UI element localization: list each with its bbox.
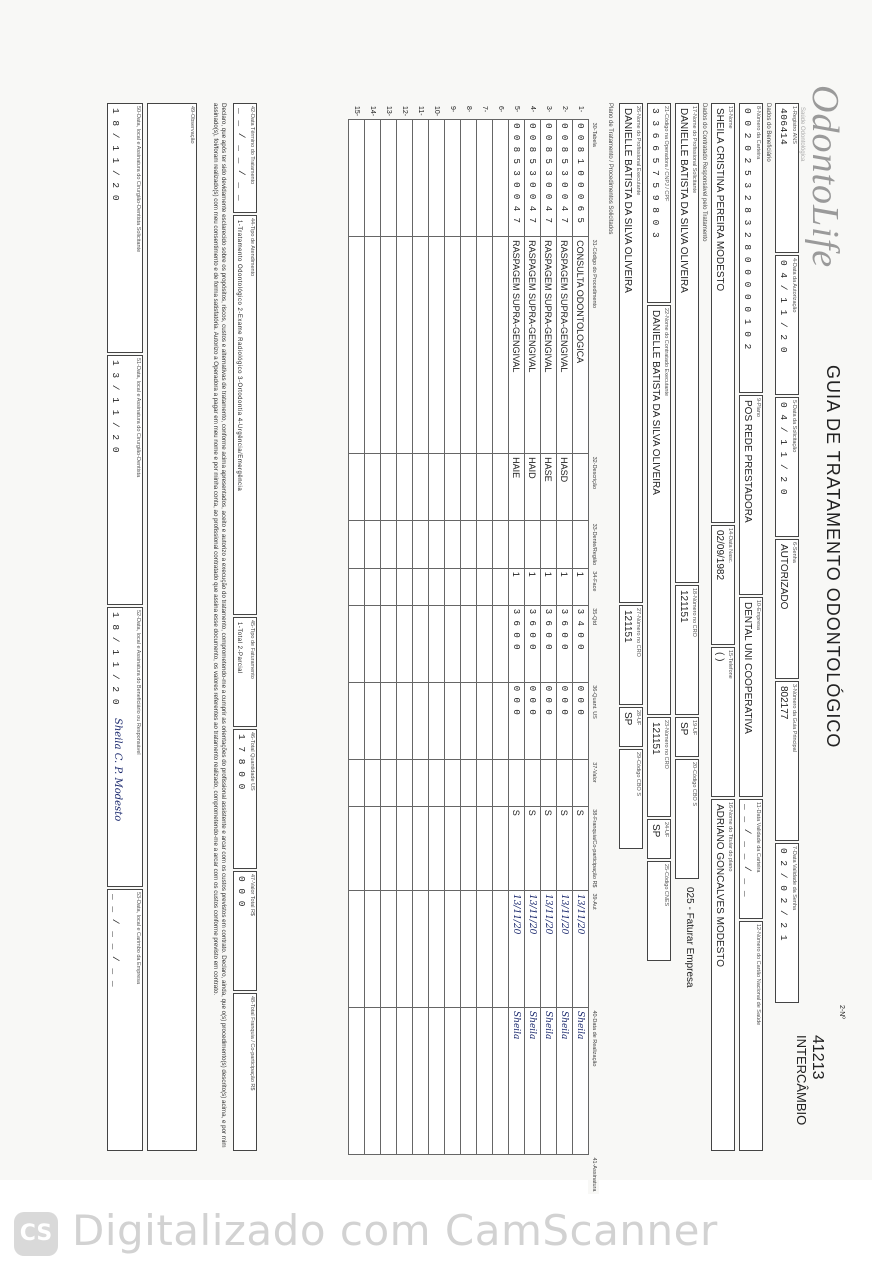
cell-date: 13/11/20 [573,890,589,1007]
cell-date [477,890,493,1007]
cell-us [397,605,413,682]
cell-desc: RASPAGEM SUPRA-GENGIVAL [541,237,557,454]
table-row [381,103,397,1194]
procedures-table [348,103,599,1194]
cell-region: HASD [557,454,573,521]
row-number: 7- [481,106,488,113]
cell-face [509,521,525,569]
cell-region [349,454,365,521]
column-header: 32-Descrição [589,454,600,521]
cell-aut [365,806,381,890]
cell-val: 0 0 0 [541,682,557,759]
cell-face [477,521,493,569]
cell-date [349,890,365,1007]
cell-face [541,521,557,569]
password-validity-field: 7-Data Validade da Senha 0 2 / 0 2 / 2 1 [775,843,799,1003]
contracted-section-label: Dados do Contratado Responsável pelo Tratamento [701,103,707,242]
cell-qty: 1 [541,568,557,605]
cell-aut: S [541,806,557,890]
row-number: 4- [529,106,536,113]
cell-fr [413,759,429,806]
cell-val [349,682,365,759]
odontolife-logo: OdontoLife [804,85,846,269]
row-number: 13- [385,106,392,117]
cell-aut [493,806,509,890]
cell-date: 13/11/20 [557,890,573,1007]
requesting-dentist-signature: 50-Data, local e Assinatura do Cirurgião-Dentista Solicitante 1 8 / 1 1 / 2 0 [107,103,143,353]
table-row [461,103,477,1194]
cell-region [413,454,429,521]
column-header: 40-Data de Realização [589,1007,600,1154]
cell-date [413,890,429,1007]
cell-sig: Sheila [557,1007,573,1154]
cell-desc [493,237,509,454]
main-guide-field: 3-Número da Guia Principal 802177 [775,681,799,841]
cell-date [381,890,397,1007]
table-row [493,103,509,1194]
cell-desc: RASPAGEM SUPRA-GENGIVAL [509,237,525,454]
procedures-header-row [589,103,600,1194]
row-number: 11- [417,106,424,116]
cell-qty [349,568,365,605]
operator-code-field: 21-Código na Operadora / CNPJ / CPF 3 3 6 6 5 7 5 9 8 0 3 [647,103,671,303]
cell-region: HAIE [509,454,525,521]
cell-face [445,521,461,569]
cell-region [477,454,493,521]
cell-qty [493,568,509,605]
cell-us: 3 6 0 0 [557,605,573,682]
cell-region [397,454,413,521]
cell-sig [493,1007,509,1154]
auth-date-field: 4-Data da Autorização 0 4 / 1 1 / 2 0 [775,255,799,395]
table-row [573,103,589,1194]
cell-fr [525,759,541,806]
cell-sig [477,1007,493,1154]
row-number: 12- [401,106,408,117]
holder-name-field: 16-Nome do Titular do plano ADRIANO GONCALVES MODESTO [711,799,735,1151]
row-number: 14- [369,106,376,117]
cell-val [429,682,445,759]
cell-val [365,682,381,759]
cell-us [381,605,397,682]
cell-us [445,605,461,682]
cell-code [413,120,429,237]
column-header: 36-Quant. US [589,682,600,759]
birth-date-field: 14-Data Nasc. 02/09/1982 [711,525,735,645]
dental-treatment-form [85,75,855,1192]
cell-face [413,521,429,569]
table-row [349,103,365,1194]
cell-val [381,682,397,759]
cell-code [397,120,413,237]
cell-sig [397,1007,413,1154]
cell-desc [365,237,381,454]
cell-us [429,605,445,682]
cell-region [573,454,589,521]
cell-sig [429,1007,445,1154]
column-header: 31-Código do Procedimento [589,237,600,454]
cell-region [493,454,509,521]
executing-professional-field: 26-Nome do Profissional Executante DANIELLE BATISTA DA SILVA OLIVEIRA [619,103,643,603]
cell-fr [477,759,493,806]
declaration-text: Declaro, que após ter sido devidamente esclarecido sobre os propósitos, riscos, custos e alternativas de tratamento, conforme acima apresentados, aceito e autorizo a execução do tratamento, comprometendo-me a cumprir as orientações do profissional assistente e arcar com os custos previstos em contrato. Declaro, ainda, que o(s) procedimento(s) descrito(s) acima, e por mim assinado(s), foi/foram realizado(s) com meu consentimento e de forma satisfatória. Autorizo a Operadora a pagar em meu nome e por minha conta, ao profissional contratado que assina esse documento, os valores referentes ao tratamento realizado, comprometendo-me a arcar com os custos conforme previsto em contrato. [212,103,227,1148]
cell-aut [429,806,445,890]
beneficiary-section-label: Dados do Beneficiário [765,103,771,162]
cell-us [413,605,429,682]
cell-desc [429,237,445,454]
row-number: 1- [577,106,584,113]
cell-aut [477,806,493,890]
cell-face [381,521,397,569]
cell-desc: CONSULTA ODONTOLOGICA [573,237,589,454]
cns-field: 12-Número do Cartão Nacional de Saúde [739,921,763,1151]
cell-val: 0 0 0 [573,682,589,759]
cell-desc [381,237,397,454]
cell-sig [461,1007,477,1154]
cell-aut: S [509,806,525,890]
column-header: 41-Assinatura [589,1154,600,1194]
cro2-field: 23-Número no CRO 121151 [647,717,671,817]
column-header-blank [589,103,600,120]
table-row [525,103,541,1194]
cell-fr [381,759,397,806]
term-date-field: 42-Data Término do Tratamento _ _ / _ _ / _ _ [233,103,257,213]
column-header: 39-Aut [589,890,600,1007]
beneficiary-signature: 52-Data, local e Assinatura do Beneficiário ou Responsável 1 8 / 1 1 / 2 0 Sheila C. P. Modesto [107,607,143,887]
ans-field: 1-Registro ANS 406414 [775,103,799,253]
cell-date: 13/11/20 [525,890,541,1007]
cell-desc [413,237,429,454]
cell-date [461,890,477,1007]
table-row [413,103,429,1194]
cell-fr [429,759,445,806]
card-number-field: 8-Número da Carteira 0 0 2 0 2 5 3 2 8 3 2 8 0 0 0 0 0 1 0 2 [739,103,763,393]
cell-date [397,890,413,1007]
total-copay-field: 48-Total Franquia / Co-participação R$ [233,993,257,1151]
cell-val: 0 0 0 [557,682,573,759]
cell-face [429,521,445,569]
cell-us [349,605,365,682]
cell-desc [349,237,365,454]
cell-qty [365,568,381,605]
cell-aut [445,806,461,890]
cell-qty [461,568,477,605]
cell-desc: RASPAGEM SUPRA-GENGIVAL [525,237,541,454]
cell-face [573,521,589,569]
camscanner-watermark: Digitalizado com CamScanner [72,1206,718,1255]
cell-us [365,605,381,682]
cell-fr [573,759,589,806]
camscanner-logo-icon: CS [14,1212,58,1256]
cell-fr [541,759,557,806]
column-header: 34-Face [589,568,600,605]
cell-date [365,890,381,1007]
cell-region [365,454,381,521]
cell-us [461,605,477,682]
cell-code [477,120,493,237]
company-stamp: 53-Data, local e Carimbo da Empresa _ _ / _ _ / _ _ [107,889,143,1151]
cell-fr [461,759,477,806]
table-row [429,103,445,1194]
cell-aut [349,806,365,890]
uf3-field: 28-UF SP [619,707,643,747]
billing-note: 025 - Faturar Empresa [684,887,695,988]
cell-code: 0 0 8 1 0 0 0 6 5 [573,120,589,237]
cell-qty: 1 [525,568,541,605]
cell-region [461,454,477,521]
cell-qty: 1 [557,568,573,605]
cell-date [445,890,461,1007]
logo-subtitle: Saúde Odontológica [799,107,805,162]
cell-sig: Sheila [525,1007,541,1154]
dentist-signature: 51-Data, local e Assinatura do Cirurgião-Dentista 1 3 / 1 1 / 2 0 [107,355,143,605]
cell-desc [445,237,461,454]
cell-val [477,682,493,759]
cell-qty [413,568,429,605]
column-header: 33-Dente/Região [589,521,600,569]
cell-region [381,454,397,521]
cell-desc: RASPAGEM SUPRA-GENGIVAL [557,237,573,454]
cell-code: 0 0 8 5 3 0 0 4 7 [525,120,541,237]
table-row [541,103,557,1194]
cell-val [493,682,509,759]
cell-region [429,454,445,521]
cell-aut: S [557,806,573,890]
billing-type-field: 45-Tipo de Faturamento 1-Total 2-Parcial [233,617,257,727]
card-validity-field: 11-Data Validade da Carteira _ _ / _ _ / _ _ [739,799,763,919]
cell-fr [493,759,509,806]
cell-desc [397,237,413,454]
password-field: 6-Senha AUTORIZADO [775,539,799,679]
cell-fr [349,759,365,806]
cell-region: HAID [525,454,541,521]
cell-val [413,682,429,759]
cell-aut: S [525,806,541,890]
cell-code: 0 0 8 5 3 0 0 4 7 [557,120,573,237]
table-row [557,103,573,1194]
cell-val: 0 0 0 [509,682,525,759]
uf-field: 19-UF SP [675,717,699,757]
cell-code [381,120,397,237]
cro-field: 18-Número no CRO 121151 [675,585,699,715]
column-header: 38-Franquia/Co-participação R$ [589,806,600,890]
cell-code [493,120,509,237]
table-row [445,103,461,1194]
exchange-label: INTERCÂMBIO [794,1035,809,1126]
cell-code [429,120,445,237]
column-header: 30-Tabela [589,120,600,237]
cell-date: 13/11/20 [509,890,525,1007]
table-row [365,103,381,1194]
cell-face [365,521,381,569]
notes-field: 49-Observação [147,103,197,1151]
executing-contractor-field: 22-Nome do Contratado Executante DANIELLE BATISTA DA SILVA OLIVEIRA [647,305,671,715]
cell-code [445,120,461,237]
request-date-field: 5-Data da Solicitação 0 4 / 1 1 / 2 0 [775,397,799,537]
cell-val [445,682,461,759]
cell-us [493,605,509,682]
page-marker: 2-Nº [838,1005,845,1019]
table-row [477,103,493,1194]
cell-aut [461,806,477,890]
table-row [397,103,413,1194]
cell-fr [397,759,413,806]
cell-sig [445,1007,461,1154]
row-number: 8- [465,106,472,113]
cell-us: 3 6 0 0 [541,605,557,682]
cell-code [349,120,365,237]
cell-sig [381,1007,397,1154]
cell-val: 0 0 0 [525,682,541,759]
cell-fr [365,759,381,806]
cell-sig [365,1007,381,1154]
row-number: 5- [513,106,520,113]
cell-qty [381,568,397,605]
table-row [509,103,525,1194]
requesting-professional-field: 17-Nome do Profissional Solicitante DANIELLE BATISTA DA SILVA OLIVEIRA [675,103,699,583]
plan-field: 9-Plano POS REDE PRESTADORA [739,395,763,595]
cell-region: HASE [541,454,557,521]
column-header: 37-Valor [589,759,600,806]
cell-code [461,120,477,237]
column-header: 35-Qtd [589,605,600,682]
cell-val [461,682,477,759]
cell-aut [397,806,413,890]
phone-field: 15-Telefone ( ) [711,647,735,797]
cell-us: 3 4 0 0 [573,605,589,682]
row-number: 2- [561,106,568,113]
cell-us: 3 6 0 0 [509,605,525,682]
cell-aut [413,806,429,890]
total-us-field: 46-Total Quantidade US 1 7 8 0 0 [233,729,257,869]
cell-sig: Sheila [509,1007,525,1154]
cell-desc [461,237,477,454]
row-number: 15- [353,106,360,117]
cell-code [365,120,381,237]
cell-date [493,890,509,1007]
cell-fr [509,759,525,806]
cell-qty: 1 [509,568,525,605]
row-number: 9- [449,106,456,113]
cell-us: 3 6 0 0 [525,605,541,682]
cell-face [461,521,477,569]
beneficiary-handwritten-signature: Sheila C. P. Modesto [112,718,123,822]
cell-desc [477,237,493,454]
cell-aut [381,806,397,890]
uf2-field: 24-UF SP [647,819,671,859]
cell-fr [445,759,461,806]
cell-aut: S [573,806,589,890]
cell-fr [557,759,573,806]
cell-qty: 1 [573,568,589,605]
form-title: GUIA DE TRATAMENTO ODONTOLÓGICO [823,365,843,749]
plan-section-label: Plano de Tratamento / Procedimentos Solicitados [607,103,613,235]
cell-face [525,521,541,569]
cell-date: 13/11/20 [541,890,557,1007]
cro3-field: 27-Número no CRO 121151 [619,605,643,705]
company-field: 10-Empresa DENTAL UNI COOPERATIVA [739,597,763,797]
cell-sig [413,1007,429,1154]
cell-face [493,521,509,569]
beneficiary-name-field: 13-Nome SHEILA CRISTINA PEREIRA MODESTO [711,103,735,523]
cell-qty [445,568,461,605]
cell-region [445,454,461,521]
cbo3-field: 29-Código CBO S [619,749,643,849]
row-number: 6- [497,106,504,113]
cell-face [397,521,413,569]
row-number: 10- [433,106,440,117]
cbo-field: 20-Código CBO S [675,759,699,879]
cell-face [349,521,365,569]
cell-qty [477,568,493,605]
cell-sig: Sheila [573,1007,589,1154]
cnes-field: 25-Código CNES [647,861,671,961]
cell-us [477,605,493,682]
cell-date [429,890,445,1007]
guide-number: 41213 [809,1035,826,1080]
cell-sig: Sheila [541,1007,557,1154]
cell-sig [349,1007,365,1154]
row-number: 3- [545,106,552,113]
cell-code: 0 0 8 5 3 0 0 4 7 [541,120,557,237]
cell-qty [397,568,413,605]
attendance-type-field: 44-Tipo de Atendimento 1-Tratamento Odontológico 2-Exame Radiológico 3-Ortodontia 4-Urgência/Emergência [233,215,257,615]
cell-qty [429,568,445,605]
total-value-field: 47-Valor Total R$ 0 0 0 [233,871,257,991]
cell-face [557,521,573,569]
cell-val [397,682,413,759]
cell-code: 0 0 8 5 3 0 0 4 7 [509,120,525,237]
